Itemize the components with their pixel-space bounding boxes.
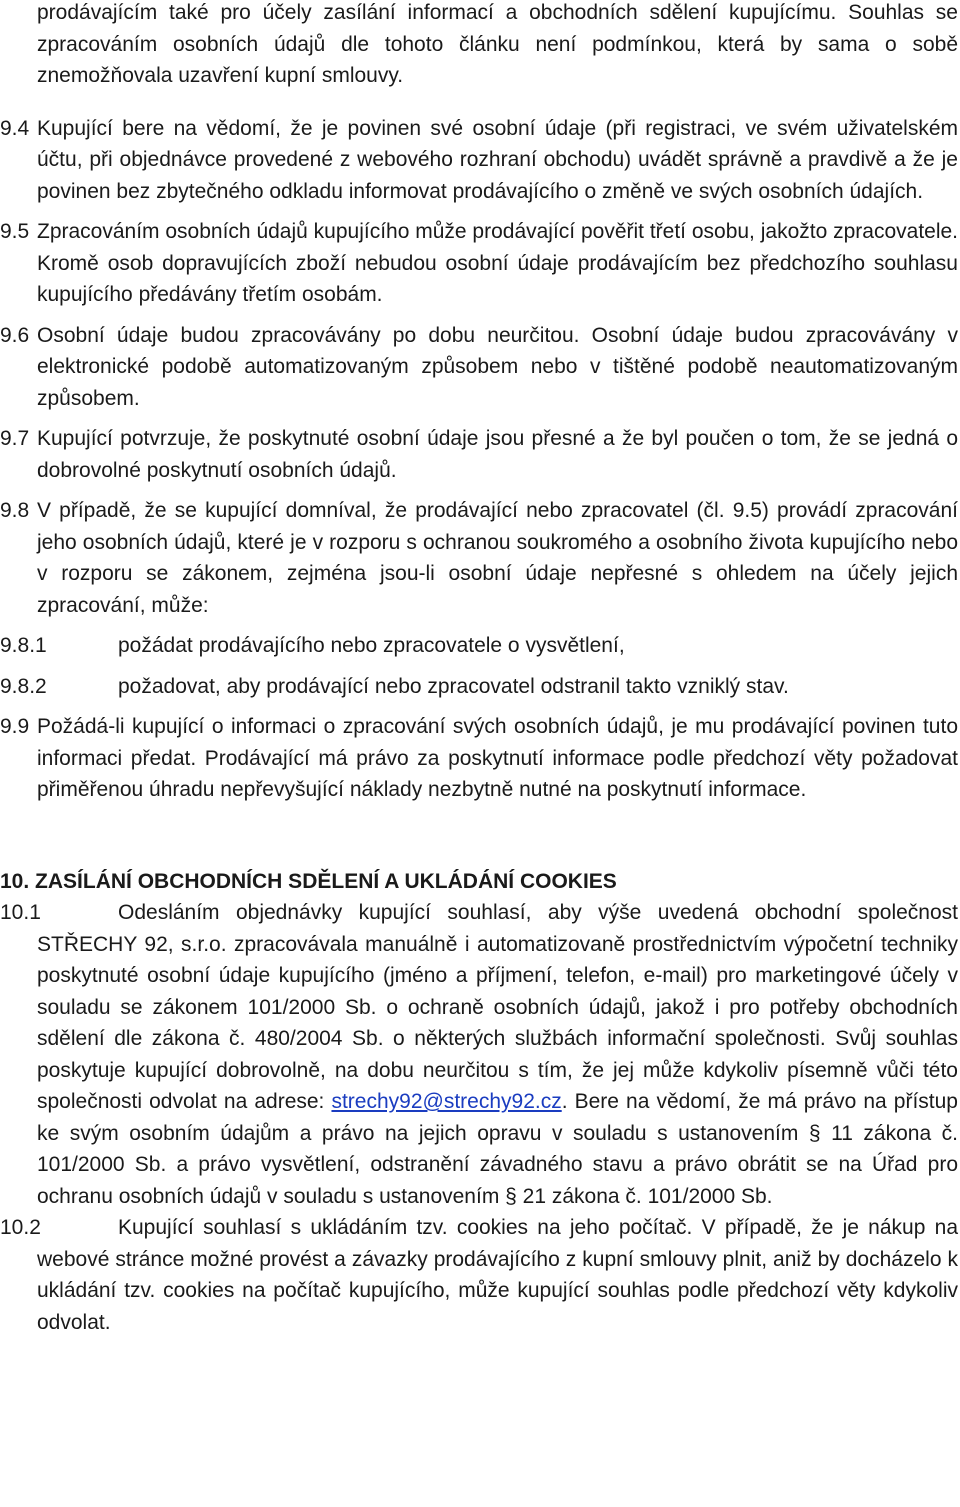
section-number: 9.8.1 [0, 634, 47, 657]
section-text: V případě, že se kupující domníval, že prodávající nebo zpracovatel (čl. 9.5) provádí zpracování jeho osobních údajů, které je v rozporu s ochranou soukromého a osobního života kupujícího nebo v rozporu se zákonem, zejména jsou-li osobní údaje nepřesné s ohledem na účely jejich zpracování, může: [37, 499, 958, 617]
section-10-heading: 10. ZASÍLÁNÍ OBCHODNÍCH SDĚLENÍ A UKLÁDÁNÍ COOKIES [0, 869, 617, 893]
section-number: 9.8 [0, 499, 30, 522]
section-9-8-1 [0, 630, 958, 662]
section-number: 9.8.2 [0, 674, 47, 698]
section-number: 9.4 [0, 116, 30, 140]
section-9-5 [0, 216, 958, 311]
section-9-6 [0, 320, 958, 415]
section-text: požadovat, aby prodávající nebo zpracovatel odstranil takto vzniklý stav. [118, 674, 789, 698]
section-text: Kupující potvrzuje, že poskytnuté osobní údaje jsou přesné a že byl poučen o tom, že se jedná o dobrovolné poskytnutí osobních údajů. [37, 427, 958, 482]
section-text: Zpracováním osobních údajů kupujícího může prodávající pověřit třetí osobu, jakožto zpracovatele. Kromě osob dopravujících zboží nebudou osobní údaje prodávajícím bez předchozího souhlasu kupujícího předávány třetím osobám. [37, 220, 959, 306]
section-number: 10.1 [0, 901, 41, 924]
section-number: 10.2 [0, 1216, 41, 1239]
section-10-2 [0, 1212, 958, 1338]
section-text: Odesláním objednávky kupující souhlasí, aby výše uvedená obchodní společnost STŘECHY 92, s.r.o. zpracovávala manuálně i automatizovaně prostřednictvím výpočetní techniky poskytnuté osobní údaje kupujícího (jméno a příjmení, telefon, e-mail) pro marketingové účely v souladu se zákonem 101/2000 Sb. o ochraně osobních údajů, jakož i pro potřeby obchodních sdělení dle zákona č. 480/2004 Sb. o některých službách informační společnosti. Svůj souhlas poskytuje kupující dobrovolně, na dobu neurčitou s tím, že jej může kdykoliv písemně vůči této společnosti odvolat na adrese: [37, 901, 958, 1113]
section-9-8-2 [0, 671, 958, 703]
email-link[interactable]: strechy92@strechy92.cz [331, 1090, 562, 1113]
section-9-8 [0, 495, 958, 621]
section-10-1 [0, 897, 958, 1212]
section-9-9 [0, 711, 958, 806]
section-number: 9.5 [0, 220, 30, 243]
section-text: Osobní údaje budou zpracovávány po dobu neurčitou. Osobní údaje budou zpracovávány v elektronické podobě automatizovaným způsobem nebo v tištěné podobě neautomatizovaným způsobem. [37, 323, 958, 410]
section-9-7 [0, 423, 958, 486]
section-text: Požádá-li kupující o informaci o zpracování svých osobních údajů, je mu prodávající povinen tuto informaci předat. Prodávající má právo za poskytnutí informace podle předchozí věty požadovat přiměřenou úhradu nepřevyšující náklady nezbytně nutné na poskytnutí informace. [37, 715, 958, 801]
section-text: požádat prodávajícího nebo zpracovatele o vysvětlení, [118, 634, 625, 657]
paragraph-text: prodávajícím také pro účely zasílání informací a obchodních sdělení kupujícímu. Souhlas se zpracováním osobních údajů dle tohoto článku není podmínkou, která by sama o sobě znemožňovala uzavření kupní smlouvy. [37, 1, 958, 87]
section-number: 9.6 [0, 323, 30, 347]
section-number: 9.9 [0, 715, 30, 738]
section-text: Kupující bere na vědomí, že je povinen své osobní údaje (při registraci, ve svém uživatelském účtu, při objednávce provedené z webového rozhraní obchodu) uvádět správně a pravdivě a že je povinen bez zbytečného odkladu informovat prodávajícího o změně ve svých osobních údajích. [37, 116, 958, 203]
section-text-continued: . Bere na vědomí, že má právo na přístup ke svým osobním údajům a právo na jejich opravu v souladu s ustanovením § 11 zákona č. 101/2000 Sb. a právo vysvětlení, odstranění závadného stavu a právo obrátit se na Úřad pro ochranu osobních údajů v souladu s ustanovením § 21 zákona č. 101/2000 Sb. [37, 1090, 958, 1208]
section-text: Kupující souhlasí s ukládáním tzv. cookies na jeho počítač. V případě, že je nákup na webové stránce možné provést a závazky prodávajícího z kupní smlouvy plnit, aniž by docházelo k ukládání tzv. cookies na počítač kupujícího, může kupující souhlas podle předchozí věty kdykoliv odvolat. [37, 1216, 958, 1334]
section-number: 9.7 [0, 427, 30, 450]
section-9-4 [0, 113, 958, 208]
paragraph-intro [0, 0, 958, 92]
